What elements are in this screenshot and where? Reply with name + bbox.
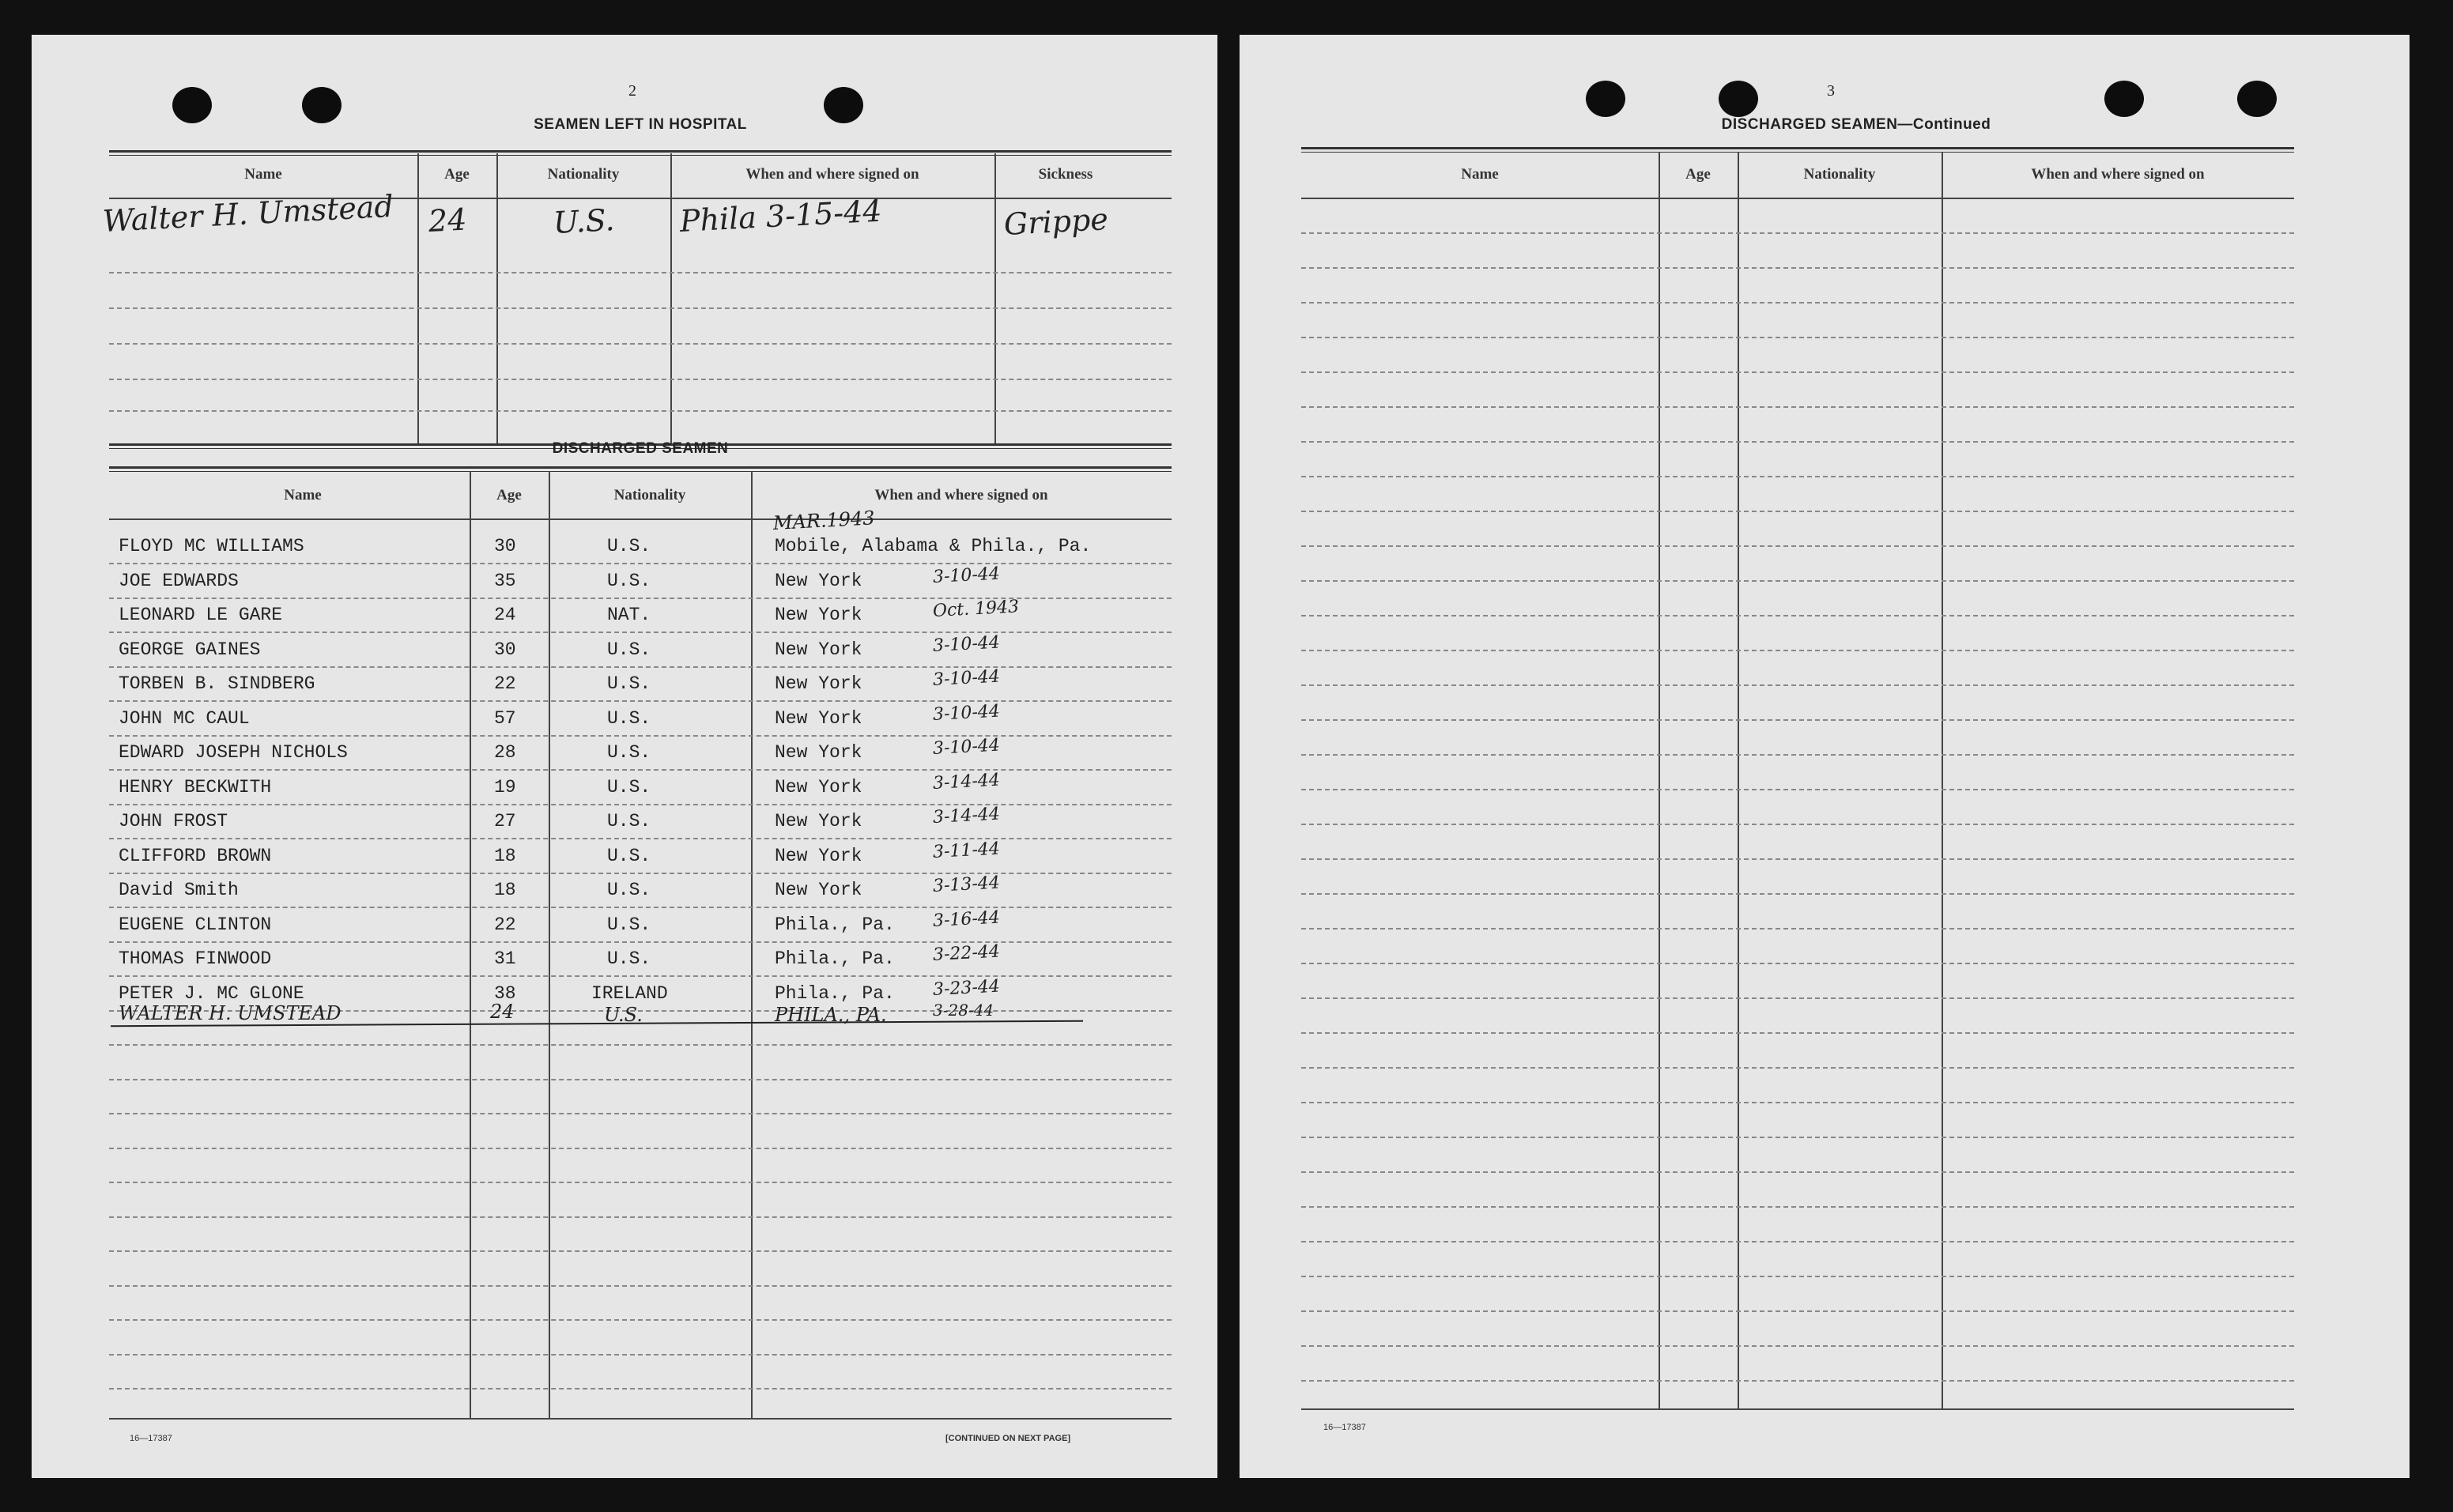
row-rule [109, 1182, 1172, 1183]
seaman-place: New York [775, 846, 862, 866]
row-rule [109, 700, 1172, 702]
seaman-nationality: U.S. [607, 846, 651, 866]
row-rule [1301, 371, 2294, 373]
row-rule [109, 272, 1172, 273]
hospital-name: Walter H. Umstead [101, 188, 394, 239]
row-rule [1301, 1102, 2294, 1103]
row-rule [109, 838, 1172, 839]
seaman-name: David Smith [119, 880, 239, 900]
seaman-nationality: U.S. [607, 948, 651, 969]
row-rule [1301, 1241, 2294, 1242]
row-rule [109, 598, 1172, 599]
seaman-name: CLIFFORD BROWN [119, 846, 272, 866]
right-col-nationality: Nationality [1803, 166, 1876, 183]
row-rule [109, 1113, 1172, 1114]
seaman-place: New York [775, 742, 862, 763]
right-col-age: Age [1685, 166, 1711, 183]
continued-note: [CONTINUED ON NEXT PAGE] [945, 1434, 1071, 1443]
punch-hole [302, 87, 342, 123]
hospital-nationality: U.S. [552, 202, 616, 240]
row-rule [1301, 893, 2294, 895]
row-rule [109, 1250, 1172, 1252]
row-rule [1301, 441, 2294, 443]
row-rule [1301, 232, 2294, 234]
seaman-date: 3-10-44 [932, 666, 1001, 690]
seaman-nationality: IRELAND [591, 983, 668, 1004]
seaman-place: New York [775, 880, 862, 900]
hospital-col-divider [417, 153, 419, 446]
struck-date: 3-28-44 [933, 1001, 994, 1020]
seaman-age: 19 [494, 777, 516, 797]
seaman-date: 3-10-44 [932, 701, 1001, 725]
struck-nationality: U.S. [604, 1004, 643, 1026]
seaman-name: HENRY BECKWITH [119, 777, 272, 797]
form-number: 16—17387 [130, 1434, 172, 1443]
row-rule [1301, 1067, 2294, 1069]
row-rule [109, 735, 1172, 737]
row-rule [109, 941, 1172, 943]
row-rule [1301, 719, 2294, 721]
seaman-date: 3-10-44 [932, 735, 1001, 759]
struck-place: PHILA., PA. [775, 1004, 887, 1026]
page-number: 3 [1827, 82, 1835, 100]
punch-hole [172, 87, 212, 123]
discharged-col-age: Age [496, 487, 522, 503]
seaman-name: EUGENE CLINTON [119, 914, 272, 935]
seaman-nationality: NAT. [607, 605, 651, 625]
row-rule [109, 1285, 1172, 1287]
form-number: 16—17387 [1323, 1423, 1366, 1432]
row-rule [109, 1148, 1172, 1149]
seaman-age: 24 [494, 605, 516, 625]
seaman-age: 35 [494, 571, 516, 591]
seaman-nationality: U.S. [607, 811, 651, 831]
seaman-age: 18 [494, 846, 516, 866]
row-rule [1301, 684, 2294, 686]
struck-age: 24 [490, 1001, 515, 1023]
right-col-divider [1738, 152, 1739, 1408]
hospital-col-divider [994, 153, 996, 446]
row-rule [109, 379, 1172, 380]
discharged-col-nationality: Nationality [613, 487, 686, 503]
hospital-col-divider [670, 153, 672, 446]
row-rule [1301, 1310, 2294, 1312]
seaman-nationality: U.S. [607, 914, 651, 935]
seaman-place: Mobile, Alabama & Phila., Pa. [775, 536, 1092, 556]
seaman-name: TORBEN B. SINDBERG [119, 673, 315, 694]
row-rule [1301, 928, 2294, 929]
row-rule [1301, 1171, 2294, 1173]
row-rule [1301, 824, 2294, 825]
right-col-divider [1942, 152, 1943, 1408]
seaman-nationality: U.S. [607, 742, 651, 763]
row-rule [1301, 1032, 2294, 1034]
right-col-signed-on: When and where signed on [2031, 166, 2205, 183]
seaman-age: 22 [494, 673, 516, 694]
discharged-table-top-rule [109, 466, 1172, 472]
seaman-name: FLOYD MC WILLIAMS [119, 536, 304, 556]
seaman-date: 3-14-44 [932, 770, 1001, 794]
row-rule [109, 632, 1172, 633]
punch-hole [2237, 81, 2277, 117]
seaman-age: 57 [494, 708, 516, 729]
row-rule [109, 1319, 1172, 1321]
seaman-date: 3-16-44 [932, 907, 1001, 931]
seaman-age: 18 [494, 880, 516, 900]
seaman-place: New York [775, 571, 862, 591]
row-rule [109, 804, 1172, 805]
row-rule [1301, 406, 2294, 408]
seaman-nationality: U.S. [607, 777, 651, 797]
hospital-sickness: Grippe [1002, 202, 1109, 242]
seaman-age: 30 [494, 536, 516, 556]
seaman-place: New York [775, 605, 862, 625]
left-page [32, 35, 1217, 1478]
row-rule [1301, 580, 2294, 582]
seaman-name: THOMAS FINWOOD [119, 948, 272, 969]
hospital-signed-on: Phila 3-15-44 [678, 193, 883, 239]
row-rule [1301, 545, 2294, 547]
row-rule [109, 307, 1172, 309]
hospital-section-title: SEAMEN LEFT IN HOSPITAL [534, 116, 747, 133]
row-rule [109, 563, 1172, 564]
seaman-place: Phila., Pa. [775, 914, 895, 935]
seaman-name: PETER J. MC GLONE [119, 983, 304, 1004]
seaman-date: 3-11-44 [932, 839, 1001, 862]
row-rule [1301, 476, 2294, 477]
hospital-col-age: Age [444, 166, 470, 183]
seaman-place: New York [775, 639, 862, 660]
seaman-name: JOE EDWARDS [119, 571, 239, 591]
row-rule [1301, 1380, 2294, 1382]
seaman-date: Oct. 1943 [932, 597, 1020, 621]
seaman-date: 3-14-44 [932, 804, 1001, 828]
row-rule [1301, 1137, 2294, 1138]
seaman-place: Phila., Pa. [775, 983, 895, 1004]
right-col-divider [1659, 152, 1660, 1408]
row-rule [109, 1388, 1172, 1389]
seaman-nationality: U.S. [607, 536, 651, 556]
seaman-name: EDWARD JOSEPH NICHOLS [119, 742, 348, 763]
page-number: 2 [628, 82, 636, 100]
seaman-date: 3-10-44 [932, 564, 1001, 587]
row-rule [1301, 267, 2294, 269]
hospital-col-signed-on: When and where signed on [745, 166, 919, 183]
hospital-table-top-rule [109, 150, 1172, 156]
hospital-col-divider [496, 153, 498, 446]
row-rule [1301, 337, 2294, 338]
row-rule [109, 975, 1172, 977]
row-rule [1301, 302, 2294, 304]
right-table-top-rule [1301, 147, 2294, 153]
row-rule [109, 1044, 1172, 1046]
seaman-place: New York [775, 673, 862, 694]
row-rule [109, 907, 1172, 908]
discharged-col-signed-on: When and where signed on [874, 487, 1048, 503]
seaman-place: New York [775, 708, 862, 729]
seaman-nationality: U.S. [607, 673, 651, 694]
discharged-col-divider [549, 471, 550, 1418]
row-rule [1301, 754, 2294, 756]
right-table-bottom-rule [1301, 1408, 2294, 1410]
discharged-col-divider [751, 471, 753, 1418]
struck-name: WALTER H. UMSTEAD [119, 1002, 342, 1024]
row-rule [1301, 858, 2294, 860]
row-rule [1301, 1206, 2294, 1208]
hospital-col-nationality: Nationality [547, 166, 620, 183]
row-rule [109, 343, 1172, 345]
seaman-date: 3-23-44 [932, 976, 1001, 1000]
right-header-rule [1301, 198, 2294, 199]
hospital-col-name: Name [244, 166, 282, 183]
seaman-nationality: U.S. [607, 880, 651, 900]
row-rule [109, 1216, 1172, 1218]
right-page [1240, 35, 2410, 1478]
row-rule [109, 873, 1172, 874]
seaman-age: 31 [494, 948, 516, 969]
discharged-section-title: DISCHARGED SEAMEN [552, 440, 729, 457]
punch-hole [1719, 81, 1758, 117]
seaman-name: JOHN FROST [119, 811, 228, 831]
row-rule [1301, 615, 2294, 616]
discharged-header-rule [109, 518, 1172, 520]
hospital-col-sickness: Sickness [1038, 166, 1093, 183]
seaman-nationality: U.S. [607, 639, 651, 660]
seaman-age: 28 [494, 742, 516, 763]
seaman-name: GEORGE GAINES [119, 639, 261, 660]
row-rule [1301, 1276, 2294, 1277]
row-rule [109, 1079, 1172, 1080]
row-rule [109, 410, 1172, 412]
seaman-place: Phila., Pa. [775, 948, 895, 969]
seaman-date: 3-22-44 [932, 941, 1001, 965]
row-rule [1301, 650, 2294, 651]
row-rule [1301, 789, 2294, 790]
seaman-age: 27 [494, 811, 516, 831]
punch-hole [1586, 81, 1625, 117]
right-col-name: Name [1461, 166, 1499, 183]
seaman-nationality: U.S. [607, 708, 651, 729]
seaman-date: 3-10-44 [932, 632, 1001, 656]
punch-hole [2104, 81, 2144, 117]
row-rule [109, 1354, 1172, 1356]
seaman-age: 30 [494, 639, 516, 660]
seaman-age: 38 [494, 983, 516, 1004]
seaman-place: New York [775, 777, 862, 797]
row-rule [1301, 963, 2294, 964]
row-rule [1301, 997, 2294, 999]
seaman-name: JOHN MC CAUL [119, 708, 250, 729]
discharged-col-name: Name [284, 487, 322, 503]
seaman-date: 3-13-44 [932, 873, 1001, 896]
seaman-name: LEONARD LE GARE [119, 605, 283, 625]
right-section-title: DISCHARGED SEAMEN—Continued [1721, 116, 1991, 133]
date-annotation: MAR.1943 [772, 507, 876, 534]
seaman-place: New York [775, 811, 862, 831]
hospital-age: 24 [427, 202, 468, 239]
row-rule [1301, 511, 2294, 512]
row-rule [109, 769, 1172, 771]
seaman-nationality: U.S. [607, 571, 651, 591]
discharged-col-divider [470, 471, 471, 1418]
seaman-age: 22 [494, 914, 516, 935]
row-rule [109, 666, 1172, 668]
row-rule [1301, 1345, 2294, 1347]
discharged-table-bottom-rule [109, 1418, 1172, 1420]
